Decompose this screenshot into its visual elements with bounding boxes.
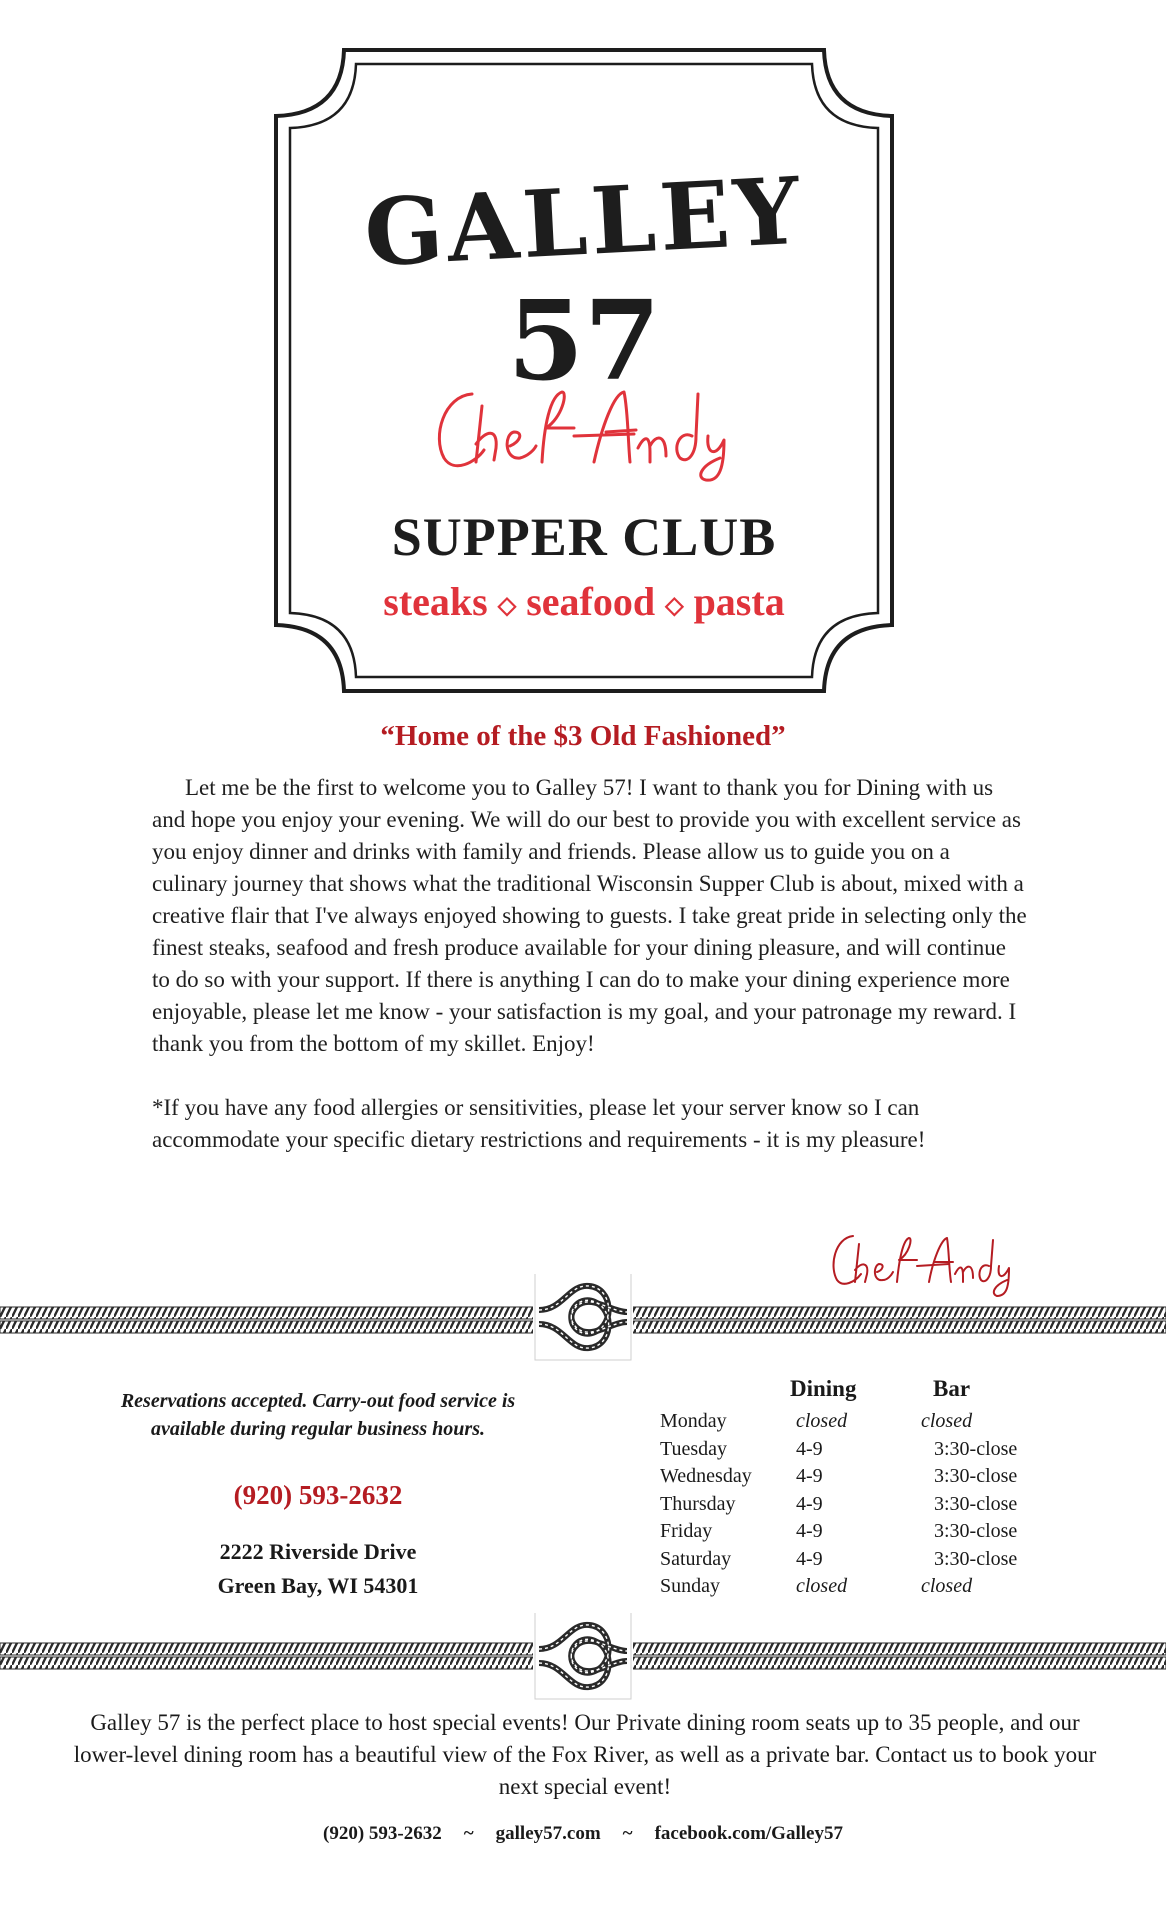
chef-signature (825, 1222, 1015, 1302)
hours-row (658, 1493, 1078, 1521)
welcome-paragraph: Let me be the first to welcome you to Galley 57! I want to thank you for Dining with us and hope you enjoy your evening. We will do our best to provide you with excellent service as you enjoy dinner and drinks with family and friends. Please allow us to guide you on a culinary journey that shows what the traditional Wisconsin Supper Club is about, mixed with a creative flair that I've always enjoyed showing to guests. I take great pride in selecting only the finest steaks, seafood and fresh produce available for your dining pleasure, and will continue to do so with your support. If there is anything I can do to make your dining experience more enjoyable, please let me know - your satisfaction is my goal, and your patronage my reward. I thank you from the bottom of my skillet. Enjoy! (152, 775, 1027, 1056)
diamond-icon: ◇ (665, 593, 684, 620)
logo-tag-steaks: steaks (383, 579, 488, 624)
logo-subtitle: SUPPER CLUB (391, 507, 777, 567)
hours-table (658, 1376, 1078, 1603)
welcome-letter (152, 772, 1027, 1156)
events-paragraph: Galley 57 is the perfect place to host special events! Our Private dining room seats up to 35 people, and our lower-level dining room has a beautiful view of the Fox River, as well as a private bar. Contact us to book your next special event! (73, 1710, 1097, 1799)
hours-bar: 3:30-close (934, 1547, 1018, 1570)
hours-dining: closed (796, 1410, 848, 1432)
website-link[interactable]: galley57.com (495, 1823, 601, 1844)
logo-tag-seafood: seafood (526, 579, 656, 624)
hours-day: Tuesday (660, 1437, 728, 1460)
hours-row (658, 1520, 1078, 1548)
address-line-2: Green Bay, WI 54301 (217, 1573, 419, 1598)
hours-day: Wednesday (660, 1465, 752, 1487)
logo-name: GALLEY (361, 156, 807, 288)
bar-header: Bar (933, 1376, 971, 1401)
phone-number[interactable]: (920) 593-2632 (233, 1480, 403, 1510)
logo-tag-pasta: pasta (693, 579, 785, 624)
allergy-note: *If you have any food allergies or sensitivities, please let your server know so I can accommodate your specific dietary restrictions and requirements - it is my pleasure! (152, 1095, 926, 1152)
hours-bar: 3:30-close (934, 1520, 1018, 1542)
rope-knot-icon (533, 1272, 633, 1362)
reservations-note: Reservations accepted. Carry-out food service is available during regular business hours. (120, 1390, 516, 1440)
logo (274, 48, 894, 693)
hours-row (658, 1575, 1078, 1603)
hours-bar: closed (921, 1575, 973, 1597)
hours-dining: 4-9 (796, 1492, 823, 1515)
hours-dining: 4-9 (796, 1437, 823, 1460)
hours-bar: 3:30-close (934, 1492, 1018, 1515)
hours-day: Friday (660, 1520, 713, 1542)
hours-day: Thursday (660, 1492, 736, 1515)
address (108, 1535, 528, 1603)
hours-bar: 3:30-close (934, 1437, 1018, 1460)
hours-day: Sunday (660, 1575, 720, 1597)
address-line-1: 2222 Riverside Drive (219, 1539, 417, 1564)
logo-tagline (274, 578, 894, 625)
hours-dining: 4-9 (796, 1547, 823, 1570)
hours-dining: 4-9 (796, 1520, 823, 1542)
hours-row (658, 1548, 1078, 1576)
hours-day: Monday (660, 1410, 727, 1432)
contact-line (0, 1823, 1166, 1845)
hours-header (658, 1376, 1078, 1410)
tilde-separator: ~ (463, 1823, 474, 1844)
footer-phone[interactable]: (920) 593-2632 (323, 1823, 442, 1844)
tagline: “Home of the $3 Old Fashioned” (380, 720, 786, 752)
hours-bar: 3:30-close (934, 1465, 1018, 1487)
logo-number: 57 (507, 276, 661, 405)
logo-signature (424, 366, 744, 486)
hours-row (658, 1438, 1078, 1466)
hours-dining: 4-9 (796, 1465, 823, 1487)
facebook-link[interactable]: facebook.com/Galley57 (654, 1823, 843, 1844)
hours-day: Saturday (660, 1547, 732, 1570)
rope-knot-icon (533, 1611, 633, 1701)
hours-bar: closed (921, 1410, 973, 1432)
hours-dining: closed (796, 1575, 848, 1597)
dining-header: Dining (790, 1376, 857, 1401)
diamond-icon: ◇ (497, 593, 517, 620)
tilde-separator: ~ (622, 1823, 633, 1844)
hours-row (658, 1410, 1078, 1438)
hours-row (658, 1465, 1078, 1493)
